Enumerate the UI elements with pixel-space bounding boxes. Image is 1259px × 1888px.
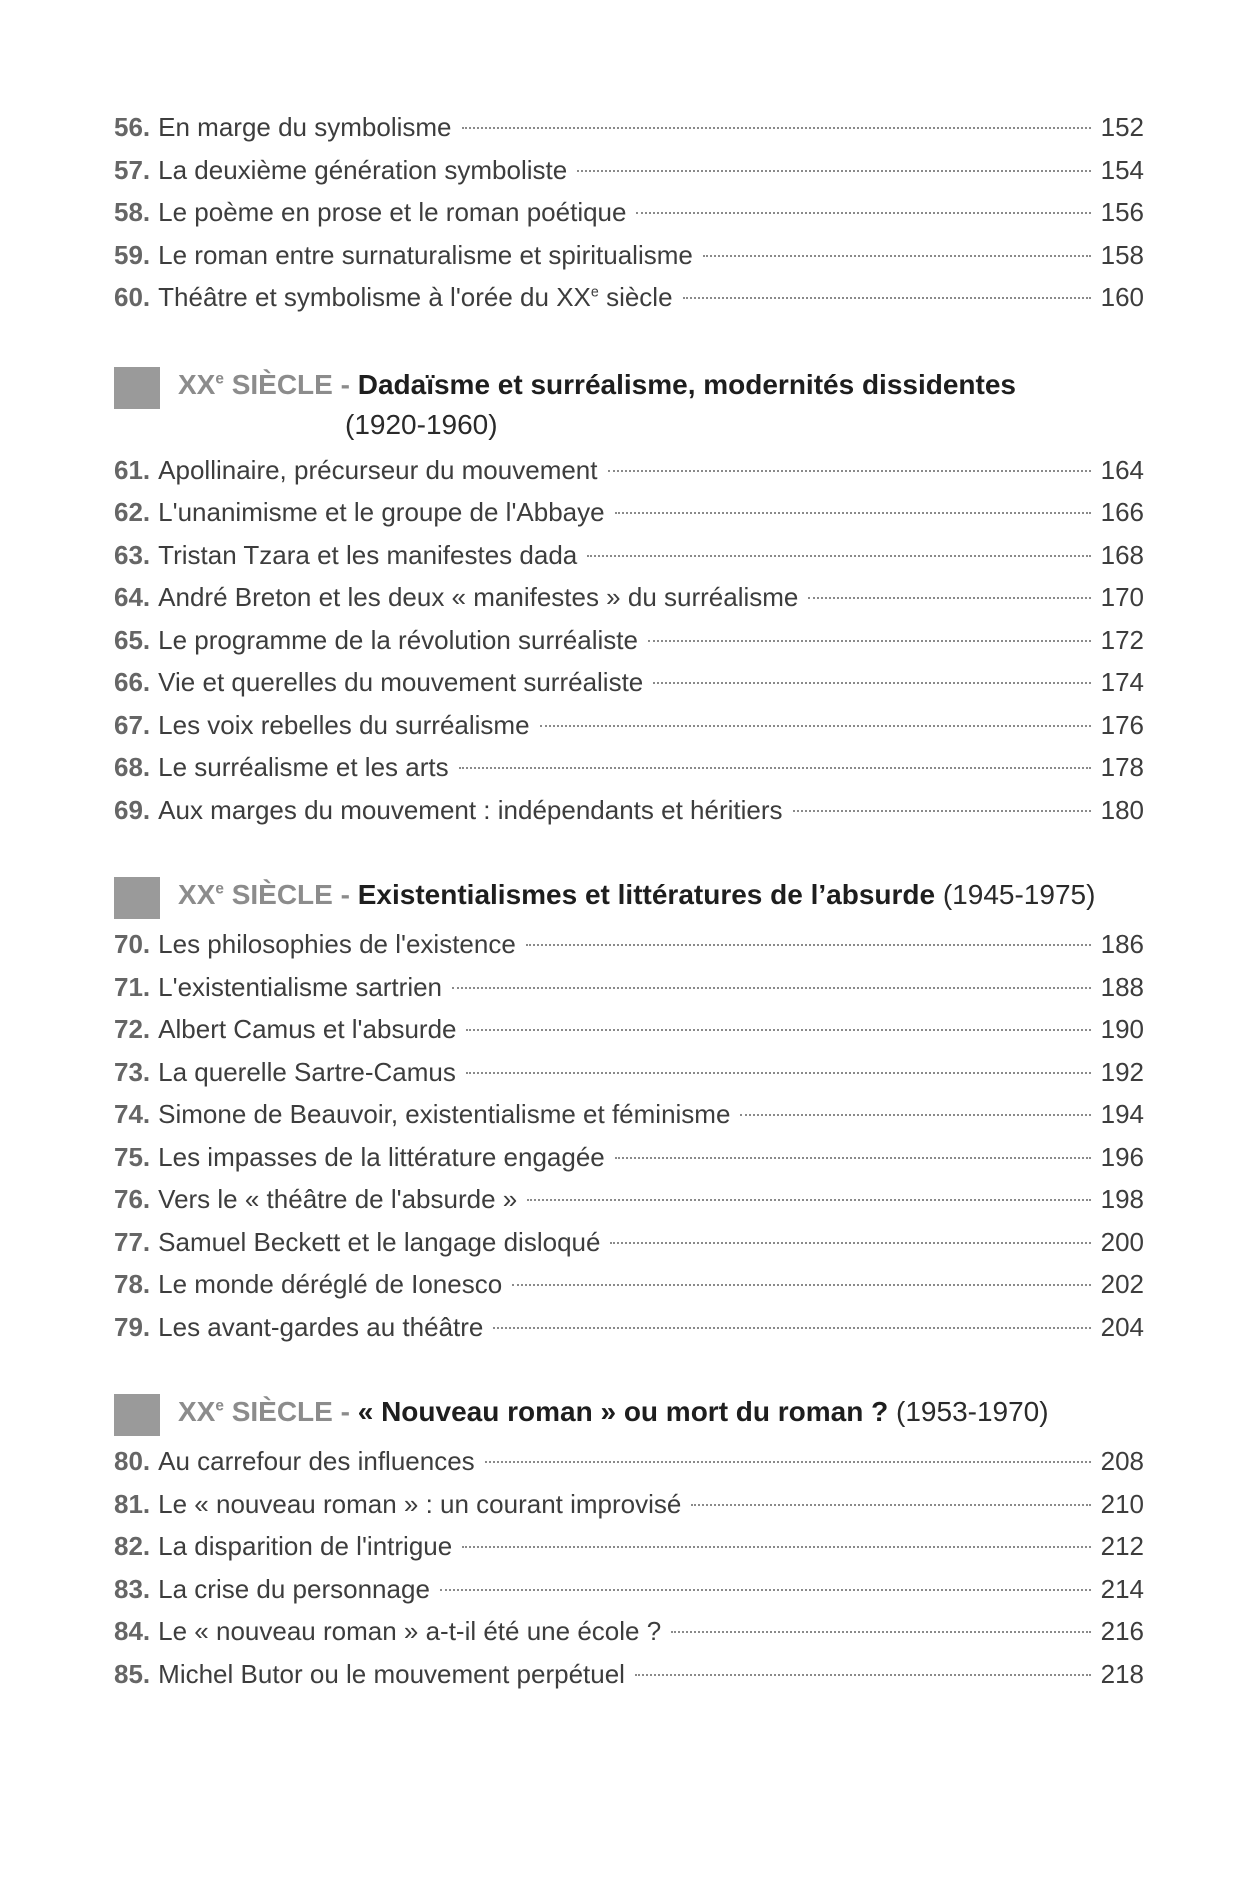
entry-page-number: 154 (1100, 154, 1144, 185)
toc-entry[interactable] (114, 276, 1144, 319)
toc-entry[interactable] (114, 966, 1144, 1009)
toc-entry[interactable] (114, 149, 1144, 192)
entry-number: 81. (114, 1488, 151, 1519)
entry-page-number: 178 (1100, 752, 1144, 782)
entry-number: 56. (114, 112, 151, 142)
entry-page-number: 194 (1100, 1099, 1144, 1129)
entry-number: 83. (114, 1573, 151, 1604)
entry-page-number: 172 (1100, 624, 1144, 655)
entry-title: La querelle Sartre-Camus (158, 1056, 456, 1087)
entry-page-number: 216 (1100, 1616, 1144, 1646)
entry-title: Le monde déréglé de Ionesco (158, 1269, 503, 1299)
entry-number: 84. (114, 1616, 151, 1646)
entry-title: Vie et querelles du mouvement surréaliste (158, 667, 644, 697)
toc-entry[interactable] (114, 234, 1144, 277)
dot-leader (808, 597, 1090, 599)
toc-entry[interactable] (114, 576, 1144, 619)
entry-number: 58. (114, 197, 151, 227)
entry-number: 61. (114, 454, 151, 485)
entry-page-number: 158 (1100, 239, 1144, 270)
entry-number: 62. (114, 497, 151, 527)
section-title: Dadaïsme et surréalisme, modernités dissidentes (357, 368, 1017, 400)
dot-leader (671, 1631, 1090, 1633)
toc-entry[interactable] (114, 106, 1144, 149)
entry-number: 76. (114, 1184, 151, 1214)
entry-number: 73. (114, 1056, 151, 1087)
entry-page-number: 166 (1100, 497, 1144, 527)
entry-page-number: 198 (1100, 1184, 1144, 1214)
dot-leader (485, 1461, 1091, 1463)
entry-page-number: 186 (1100, 929, 1144, 959)
dot-leader (653, 682, 1090, 684)
section-dates: (1920-1960) (345, 408, 498, 440)
entry-title: Apollinaire, précurseur du mouvement (158, 454, 598, 485)
dot-leader (691, 1504, 1090, 1506)
section-century: XX (178, 1396, 216, 1427)
entry-number: 63. (114, 539, 151, 570)
entry-title: Les avant-gardes au théâtre (158, 1311, 484, 1342)
entry-number: 66. (114, 667, 151, 697)
toc-entry[interactable] (114, 1136, 1144, 1179)
entry-title: En marge du symbolisme (158, 112, 452, 142)
entry-page-number: 208 (1100, 1446, 1144, 1476)
entry-number: 79. (114, 1311, 151, 1342)
dot-leader (635, 1674, 1091, 1676)
section-separator: - (332, 1396, 358, 1427)
toc-entry[interactable] (114, 1051, 1144, 1094)
toc-entry[interactable] (114, 491, 1144, 534)
entry-title: Michel Butor ou le mouvement perpétuel (158, 1658, 625, 1689)
section-century-sup: e (215, 880, 224, 898)
toc-entry[interactable] (114, 191, 1144, 234)
entry-number: 65. (114, 624, 151, 655)
dot-leader (615, 1157, 1091, 1159)
toc-entry[interactable] (114, 1440, 1144, 1483)
dot-leader (462, 1546, 1090, 1548)
entry-title: Au carrefour des influences (158, 1446, 475, 1476)
table-of-contents (114, 106, 1144, 1695)
toc-entry[interactable] (114, 789, 1144, 832)
entry-number: 70. (114, 929, 151, 959)
entry-title: André Breton et les deux « manifestes » du surréalisme (158, 582, 799, 612)
entry-number: 57. (114, 154, 151, 185)
entry-number: 78. (114, 1269, 151, 1299)
section-dates: (1945-1975) (942, 879, 1096, 910)
entry-number: 77. (114, 1226, 151, 1257)
entry-title: Les impasses de la littérature engagée (158, 1141, 605, 1172)
section-title: « Nouveau roman » ou mort du roman ? (357, 1396, 889, 1427)
toc-entry[interactable] (114, 1263, 1144, 1306)
entry-page-number: 204 (1100, 1311, 1144, 1342)
section-century: XX (178, 368, 216, 400)
dot-leader (648, 640, 1091, 642)
entry-page-number: 202 (1100, 1269, 1144, 1299)
entry-title: Le « nouveau roman » : un courant improvisé (158, 1488, 682, 1519)
dot-leader (683, 297, 1091, 299)
section-marker-icon (114, 1394, 160, 1436)
dot-leader (610, 1242, 1090, 1244)
entry-number: 72. (114, 1014, 151, 1044)
toc-entry[interactable] (114, 1653, 1144, 1696)
toc-entry[interactable] (114, 1483, 1144, 1526)
dot-leader (793, 810, 1091, 812)
section-separator: - (332, 879, 358, 910)
dot-leader (512, 1284, 1090, 1286)
entry-title-part: siècle (598, 282, 673, 312)
toc-entry[interactable] (114, 534, 1144, 577)
toc-entry[interactable] (114, 923, 1144, 966)
toc-entry[interactable] (114, 1610, 1144, 1653)
entry-number: 74. (114, 1099, 151, 1129)
toc-entry[interactable] (114, 746, 1144, 789)
entry-title: Le programme de la révolution surréaliste (158, 624, 638, 655)
dot-leader (466, 1029, 1090, 1031)
entry-title: Tristan Tzara et les manifestes dada (158, 539, 578, 570)
section-dates: (1953-1970) (896, 1396, 1049, 1427)
toc-entry[interactable] (114, 1568, 1144, 1611)
section-century: XX (178, 879, 216, 910)
entry-page-number: 200 (1100, 1226, 1144, 1257)
entry-title: L'unanimisme et le groupe de l'Abbaye (158, 497, 605, 527)
toc-entry[interactable] (114, 1221, 1144, 1264)
entry-title: Samuel Beckett et le langage disloqué (158, 1226, 601, 1257)
section-heading (114, 365, 1144, 445)
section-century-word: SIÈCLE (223, 879, 333, 910)
section-marker-icon (114, 877, 160, 919)
dot-leader (493, 1327, 1090, 1329)
entry-title: Albert Camus et l'absurde (158, 1014, 457, 1044)
entry-title: Le « nouveau roman » a-t-il été une école ? (158, 1616, 662, 1646)
section-heading (114, 875, 1144, 919)
entry-number: 69. (114, 794, 151, 825)
dot-leader (740, 1114, 1090, 1116)
entry-title-sup: e (590, 284, 599, 301)
entry-title: Les voix rebelles du surréalisme (158, 709, 530, 740)
section-century-word: SIÈCLE (223, 368, 333, 400)
dot-leader (466, 1072, 1091, 1074)
section-title: Existentialismes et littératures de l’absurde (357, 879, 936, 910)
entry-page-number: 156 (1100, 197, 1144, 227)
dot-leader (577, 170, 1090, 172)
entry-number: 60. (114, 282, 151, 312)
entry-page-number: 180 (1100, 794, 1144, 825)
entry-page-number: 196 (1100, 1141, 1144, 1172)
entry-number: 64. (114, 582, 151, 612)
entry-page-number: 170 (1100, 582, 1144, 612)
toc-entry[interactable] (114, 661, 1144, 704)
entry-title (158, 276, 672, 319)
entry-number: 85. (114, 1658, 151, 1689)
entry-page-number: 152 (1100, 112, 1144, 142)
entry-number: 67. (114, 709, 151, 740)
entry-title: Le surréalisme et les arts (158, 752, 449, 782)
entry-page-number: 168 (1100, 539, 1144, 570)
entry-page-number: 190 (1100, 1014, 1144, 1044)
toc-entry[interactable] (114, 1093, 1144, 1136)
section-marker-icon (114, 367, 160, 409)
toc-entry[interactable] (114, 1525, 1144, 1568)
entry-title: La disparition de l'intrigue (158, 1531, 453, 1561)
toc-entry[interactable] (114, 1306, 1144, 1349)
entry-title: Le poème en prose et le roman poétique (158, 197, 627, 227)
section-heading (114, 1392, 1144, 1436)
entry-number: 82. (114, 1531, 151, 1561)
entry-page-number: 214 (1100, 1573, 1144, 1604)
section-separator: - (332, 368, 358, 400)
entry-page-number: 160 (1100, 282, 1144, 312)
dot-leader (527, 1199, 1090, 1201)
entry-page-number: 212 (1100, 1531, 1144, 1561)
dot-leader (615, 512, 1091, 514)
entry-title: Aux marges du mouvement : indépendants et héritiers (158, 794, 783, 825)
dot-leader (703, 255, 1091, 257)
section-century-sup: e (215, 370, 224, 388)
section-heading-text (178, 365, 1016, 445)
entry-number: 75. (114, 1141, 151, 1172)
entry-page-number: 164 (1100, 454, 1144, 485)
toc-entry[interactable] (114, 619, 1144, 662)
entry-number: 59. (114, 239, 151, 270)
toc-entry[interactable] (114, 449, 1144, 492)
entry-title: Les philosophies de l'existence (158, 929, 516, 959)
dot-leader (452, 987, 1091, 989)
entry-title: Le roman entre surnaturalisme et spiritualisme (158, 239, 693, 270)
section-heading-text (178, 1392, 1049, 1432)
toc-entry[interactable] (114, 1008, 1144, 1051)
entry-page-number: 174 (1100, 667, 1144, 697)
entry-page-number: 188 (1100, 971, 1144, 1002)
entry-page-number: 192 (1100, 1056, 1144, 1087)
entry-title: La crise du personnage (158, 1573, 430, 1604)
section-heading-text (178, 875, 1095, 915)
dot-leader (608, 470, 1091, 472)
dot-leader (526, 944, 1091, 946)
entry-page-number: 210 (1100, 1488, 1144, 1519)
section-century-sup: e (215, 1397, 224, 1415)
entry-number: 68. (114, 752, 151, 782)
entry-title: La deuxième génération symboliste (158, 154, 568, 185)
entry-page-number: 176 (1100, 709, 1144, 740)
toc-entry[interactable] (114, 1178, 1144, 1221)
entry-title-part: Théâtre et symbolisme à l'orée du XX (158, 282, 591, 312)
dot-leader (587, 555, 1090, 557)
entry-title: Simone de Beauvoir, existentialisme et féminisme (158, 1099, 731, 1129)
dot-leader (540, 725, 1091, 727)
dot-leader (459, 767, 1091, 769)
toc-entry[interactable] (114, 704, 1144, 747)
dot-leader (440, 1589, 1091, 1591)
dot-leader (462, 127, 1091, 129)
entry-title: Vers le « théâtre de l'absurde » (158, 1184, 518, 1214)
entry-page-number: 218 (1100, 1658, 1144, 1689)
dot-leader (636, 212, 1090, 214)
entry-number: 80. (114, 1446, 151, 1476)
section-century-word: SIÈCLE (223, 1396, 333, 1427)
entry-number: 71. (114, 971, 151, 1002)
entry-title: L'existentialisme sartrien (158, 971, 443, 1002)
